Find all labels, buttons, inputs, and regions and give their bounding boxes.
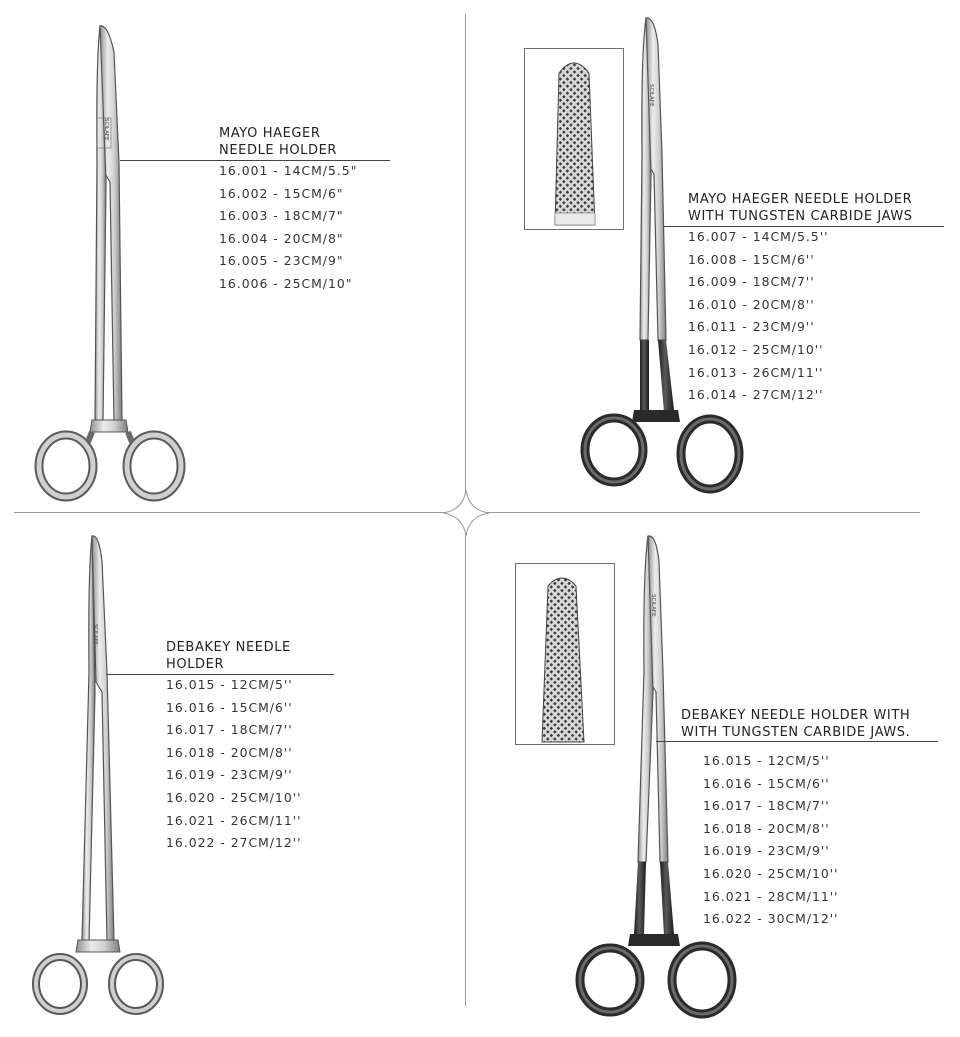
- product-code: 16.021 - 28CM/11'': [703, 888, 839, 904]
- brand-mark: SCILAFE: [103, 118, 109, 141]
- product-code: 16.001 - 14CM/5.5": [219, 163, 358, 178]
- product-title-line: MAYO HAEGER NEEDLE HOLDER: [688, 192, 913, 207]
- product-title: [681, 707, 910, 741]
- product-code: 16.016 - 15CM/6'': [703, 775, 830, 791]
- product-code: 16.006 - 25CM/10": [219, 275, 353, 291]
- product-code: 16.021 - 26CM/11'': [166, 812, 302, 828]
- brand-mark: SCILAFE: [650, 594, 656, 617]
- product-title-line: DEBAKEY NEEDLE HOLDER WITH: [681, 708, 911, 723]
- product-title-line: NEEDLE HOLDER: [219, 143, 338, 158]
- product-title-line: DEBAKEY NEEDLE: [166, 640, 291, 655]
- product-code: 16.013 - 26CM/11'': [688, 364, 824, 380]
- product-code-list: [219, 160, 357, 296]
- product-code: 16.020 - 25CM/10'': [703, 865, 839, 881]
- product-label-debakey: [166, 639, 302, 855]
- product-code: 16.020 - 25CM/10'': [166, 789, 302, 805]
- product-title: [219, 125, 357, 159]
- product-title-line: HOLDER: [166, 657, 225, 672]
- product-code: 16.018 - 20CM/8'': [703, 820, 830, 836]
- product-code: 16.022 - 30CM/12'': [703, 911, 839, 927]
- brand-mark: SCILAFE: [648, 84, 654, 107]
- product-code: 16.017 - 18CM/7'': [703, 798, 830, 814]
- product-code: 16.019 - 23CM/9'': [703, 843, 830, 859]
- product-code: 16.007 - 14CM/5.5'': [688, 229, 829, 244]
- product-code-list: [166, 674, 302, 855]
- product-code: 16.016 - 15CM/6'': [166, 699, 293, 715]
- four-point-star-icon: [441, 488, 491, 538]
- product-title-line: MAYO HAEGER: [219, 126, 321, 141]
- product-code: 16.002 - 15CM/6": [219, 185, 344, 201]
- product-code: 16.010 - 20CM/8'': [688, 296, 815, 312]
- product-code: 16.014 - 27CM/12'': [688, 387, 824, 403]
- product-label-mayo-haeger: [219, 125, 357, 296]
- product-code: 16.019 - 23CM/9'': [166, 767, 293, 783]
- product-code: 16.004 - 20CM/8": [219, 230, 344, 246]
- needle-holder-icon: [30, 22, 195, 504]
- product-code: 16.015 - 12CM/5'': [166, 677, 293, 692]
- product-code: 16.008 - 15CM/6'': [688, 251, 815, 267]
- product-title-line: WITH TUNGSTEN CARBIDE JAWS: [688, 209, 913, 224]
- product-code-list: [703, 750, 910, 931]
- product-code: 16.018 - 20CM/8'': [166, 744, 293, 760]
- product-code: 16.011 - 23CM/9'': [688, 319, 815, 335]
- product-code: 16.012 - 25CM/10'': [688, 341, 824, 357]
- product-code: 16.003 - 18CM/7": [219, 208, 344, 224]
- product-code: 16.009 - 18CM/7'': [688, 274, 815, 290]
- product-code: 16.017 - 18CM/7'': [166, 722, 293, 738]
- product-title-line: WITH TUNGSTEN CARBIDE JAWS.: [681, 725, 911, 740]
- product-code: 16.015 - 12CM/5'': [703, 753, 830, 768]
- needle-holder-icon: [28, 532, 168, 1018]
- product-label-debakey-tc: [681, 707, 910, 931]
- product-title: [688, 191, 913, 225]
- product-title: [166, 639, 302, 673]
- product-code-list: [688, 226, 913, 407]
- brand-mark: SCILAFE: [92, 624, 98, 645]
- product-code: 16.022 - 27CM/12'': [166, 835, 302, 851]
- product-label-mayo-haeger-tc: [688, 191, 913, 407]
- product-code: 16.005 - 23CM/9": [219, 253, 344, 269]
